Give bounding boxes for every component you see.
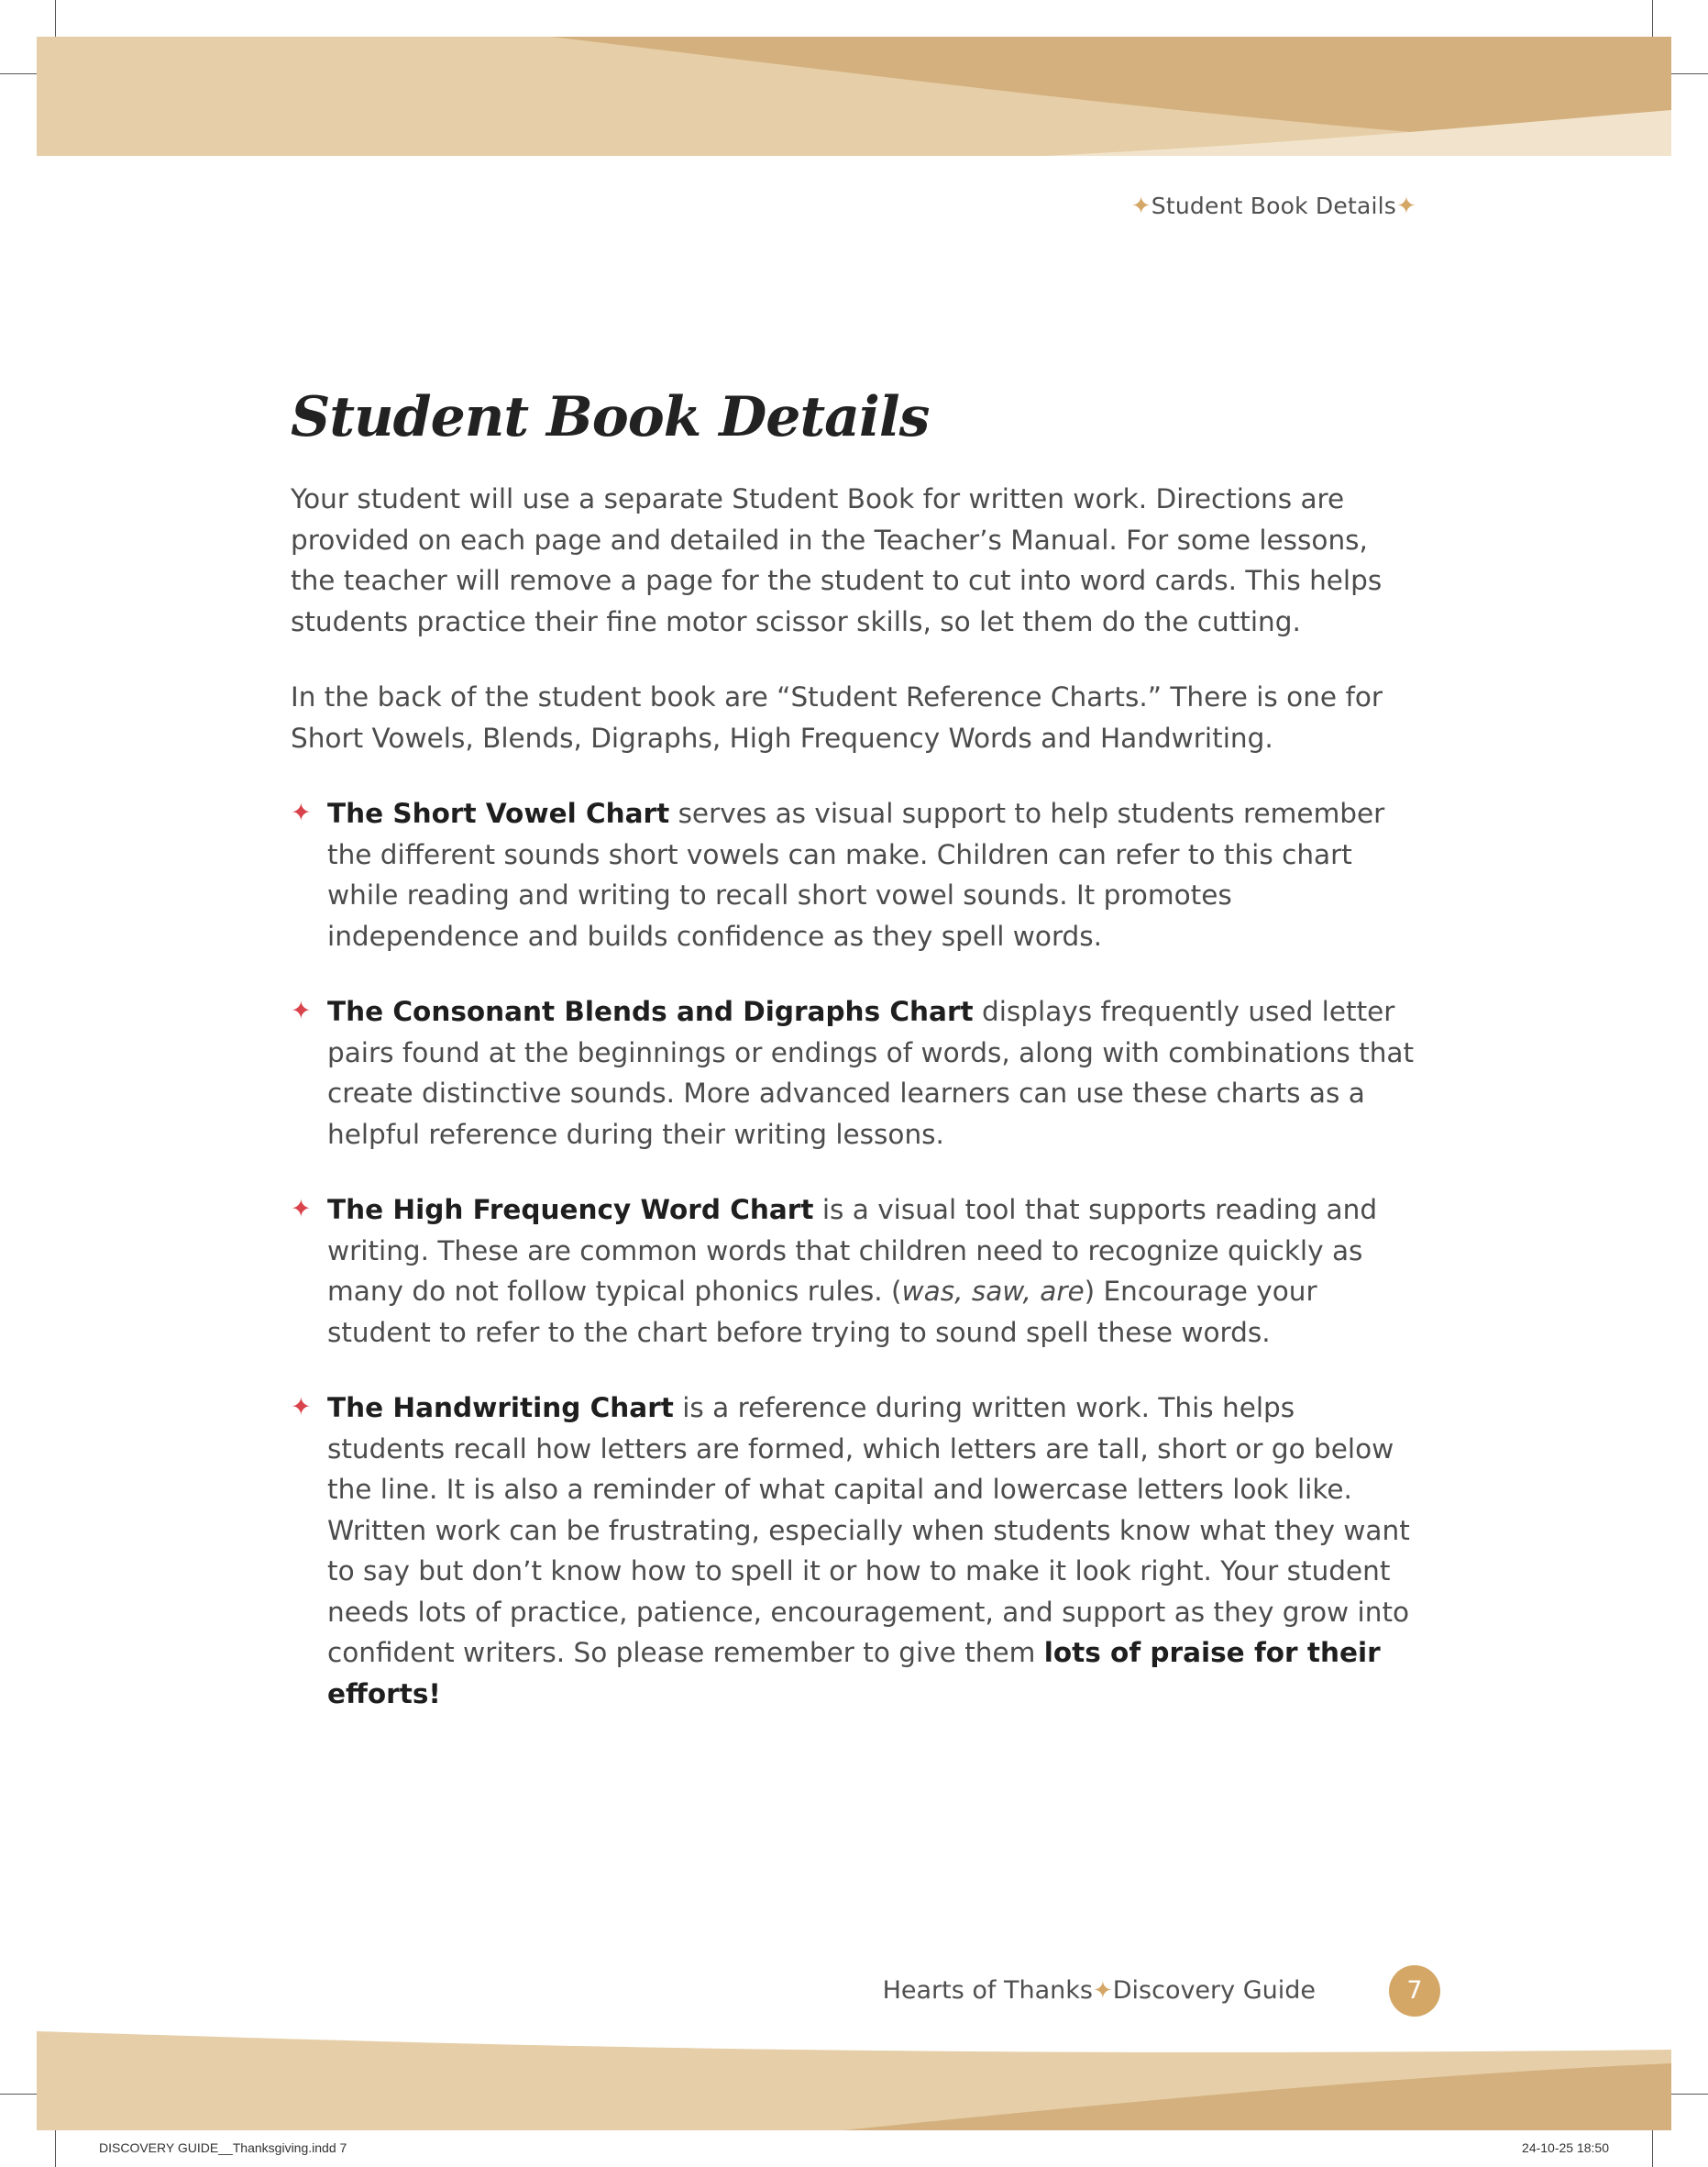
intro-paragraph: In the back of the student book are “Student Reference Charts.” There is one for Short Vowels, Blends, Digraphs, High Frequency Words and Handwriting. [291,681,1383,754]
running-header-label: Student Book Details [1151,193,1396,219]
bullet-heading: The Short Vowel Chart [327,798,670,829]
bullet-text: is a reference during written work. This helps students recall how letters are formed, which letters are tall, short or go below the line. It is also a reminder of what capital and lowercase letters look like. Written work can be frustrating, especially when students know what they want to say but don’t know how to spell it or how to make it look right. Your student needs lots of practice, patience, encouragement, and support as they grow into confident writers. So please remember to give them [327,1392,1410,1668]
crop-mark [55,0,56,37]
bullet-heading: The Consonant Blends and Digraphs Chart [327,996,974,1027]
crop-mark [1652,2130,1653,2167]
intro-paragraph: Your student will use a separate Student Book for written work. Directions are provided on each page and detailed in the Teacher’s Manual. For some lessons, the teacher will remove a page for the student to cut into word cards. This helps students practice their fine motor scissor skills, so let them do the cutting. [291,483,1383,637]
list-item [291,991,1418,1155]
bullet-text: displays frequently used letter pairs found at the beginnings or endings of words, along with combinations that create distinctive sounds. More advanced learners can use these charts as a helpful reference during their writing lessons. [327,996,1415,1150]
bottom-decorative-band [37,2031,1671,2130]
star-bullet-icon: ✦ [291,1195,312,1223]
star-bullet-icon: ✦ [291,997,312,1025]
star-icon: ✦ [1130,193,1152,220]
crop-mark [55,2130,56,2167]
crop-mark [0,2094,37,2095]
star-icon: ✦ [1396,193,1416,220]
bullet-heading: The Handwriting Chart [327,1392,674,1423]
crop-mark [1652,0,1653,37]
top-decorative-band [37,37,1671,156]
bullet-text: is a visual tool that supports reading and writing. These are common words that children need to recognize quickly as many do not follow typical phonics rules. ( [327,1194,1378,1307]
bullet-emphasis: lots of praise for their efforts! [327,1637,1381,1709]
list-item [291,1388,1418,1714]
bullet-example-words: was, saw, are [901,1276,1085,1307]
footer-guide-title: Discovery Guide [1112,1976,1316,2005]
list-item [291,1189,1418,1353]
footer-book-title: Hearts of Thanks [882,1976,1093,2005]
page-title: Student Book Details [291,385,930,449]
crop-mark [0,73,37,74]
star-icon: ✦ [1092,1977,1113,2005]
running-footer [883,1976,1316,2005]
page-number: 7 [1389,1965,1440,2017]
running-header [1131,193,1416,220]
list-item [291,793,1418,956]
crop-mark [1671,2094,1708,2095]
slug-file-info: DISCOVERY GUIDE__Thanksgiving.indd 7 [99,2140,347,2155]
slug-timestamp: 24-10-25 18:50 [1522,2140,1609,2155]
body-content [291,479,1418,1749]
bullet-heading: The High Frequency Word Chart [327,1194,814,1225]
bullet-text: ) Encourage your student to refer to the chart before trying to sound spell these words. [327,1276,1317,1348]
bullet-text: serves as visual support to help students remember the different sounds short vowels can make. Children can refer to this chart while reading and writing to recall short vowel sounds. It promotes independence and builds confidence as they spell words. [327,798,1385,952]
star-bullet-icon: ✦ [291,799,312,827]
crop-mark [1671,73,1708,74]
star-bullet-icon: ✦ [291,1393,312,1421]
